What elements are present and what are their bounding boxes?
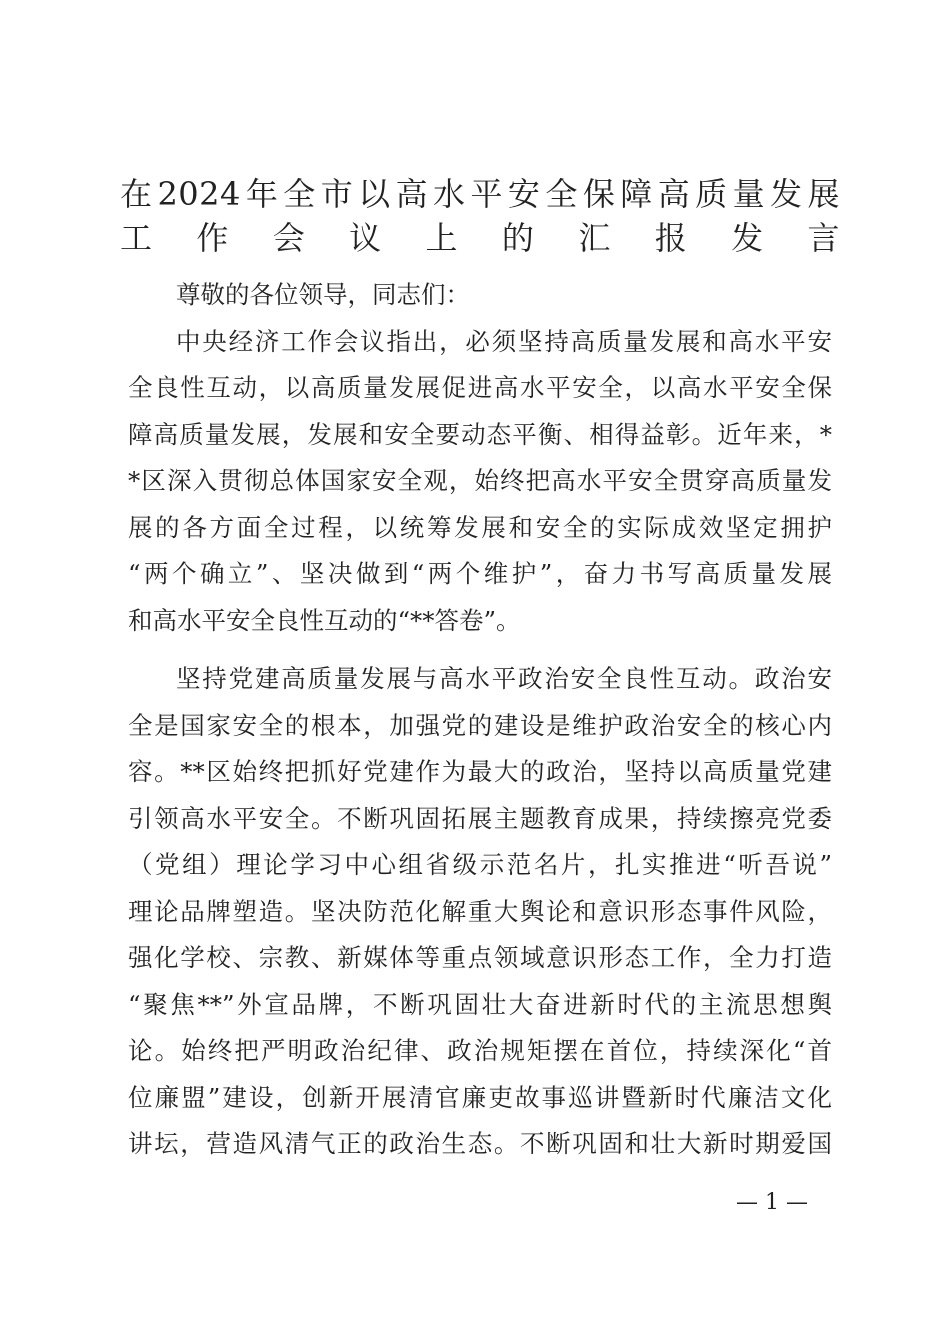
paragraph-2-line: （党组）理论学习中心组省级示范名片，扎实推进“听吾说” (128, 850, 832, 879)
title-line-1: 在2024年全市以高水平安全保障高质量发展 (120, 175, 840, 213)
paragraph-1 (128, 319, 832, 645)
paragraph-2-line: 理论品牌塑造。坚决防范化解重大舆论和意识形态事件风险， (128, 896, 832, 926)
title-line-2: 工作会议上的汇报发言 (120, 219, 840, 257)
paragraph-2-line: 讲坛，营造风清气正的政治生态。不断巩固和壮大新时期爱国 (128, 1129, 832, 1158)
paragraph-2-line: “聚焦**”外宣品牌，不断巩固壮大奋进新时代的主流思想舆 (128, 989, 832, 1019)
paragraph-2-line: 强化学校、宗教、新媒体等重点领域意识形态工作，全力打造 (128, 943, 832, 972)
paragraph-2-line: 位廉盟”建设，创新开展清官廉吏故事巡讲暨新时代廉洁文化 (128, 1082, 832, 1112)
paragraph-2-line: 坚持党建高质量发展与高水平政治安全良性互动。政治安 (176, 664, 832, 693)
paragraph-2-line: 论。始终把严明政治纪律、政治规矩摆在首位，持续深化“首 (128, 1036, 832, 1065)
paragraph-1-line: *区深入贯彻总体国家安全观，始终把高水平安全贯穿高质量发 (128, 466, 832, 495)
paragraph-2-line: 全是国家安全的根本，加强党的建设是维护政治安全的核心内 (128, 710, 832, 740)
paragraph-1-line: 全良性互动，以高质量发展促进高水平安全，以高水平安全保 (128, 373, 832, 402)
paragraph-1-line: “两个确立”、坚决做到“两个维护”，奋力书写高质量发展 (128, 559, 832, 588)
paragraph-2-line: 容。**区始终把抓好党建作为最大的政治，坚持以高质量党建 (128, 757, 832, 786)
paragraph-2 (128, 656, 832, 1168)
paragraph-1-line: 障高质量发展，发展和安全要动态平衡、相得益彰。近年来，* (128, 419, 832, 449)
salutation-line: 尊敬的各位领导，同志们： (176, 280, 470, 309)
document-body (128, 272, 832, 1168)
paragraph-spacer (128, 644, 832, 656)
paragraph-1-line: 和高水平安全良性互动的“**答卷”。 (128, 605, 521, 635)
paragraph-1-line: 展的各方面全过程，以统筹发展和安全的实际成效坚定拥护 (128, 512, 832, 542)
document-title (120, 172, 840, 260)
page-number: — 1 — (736, 1190, 808, 1215)
paragraph-1-line: 中央经济工作会议指出，必须坚持高质量发展和高水平安 (176, 326, 832, 356)
paragraph-2-line: 引领高水平安全。不断巩固拓展主题教育成果，持续擦亮党委 (128, 803, 832, 833)
salutation (128, 272, 832, 319)
